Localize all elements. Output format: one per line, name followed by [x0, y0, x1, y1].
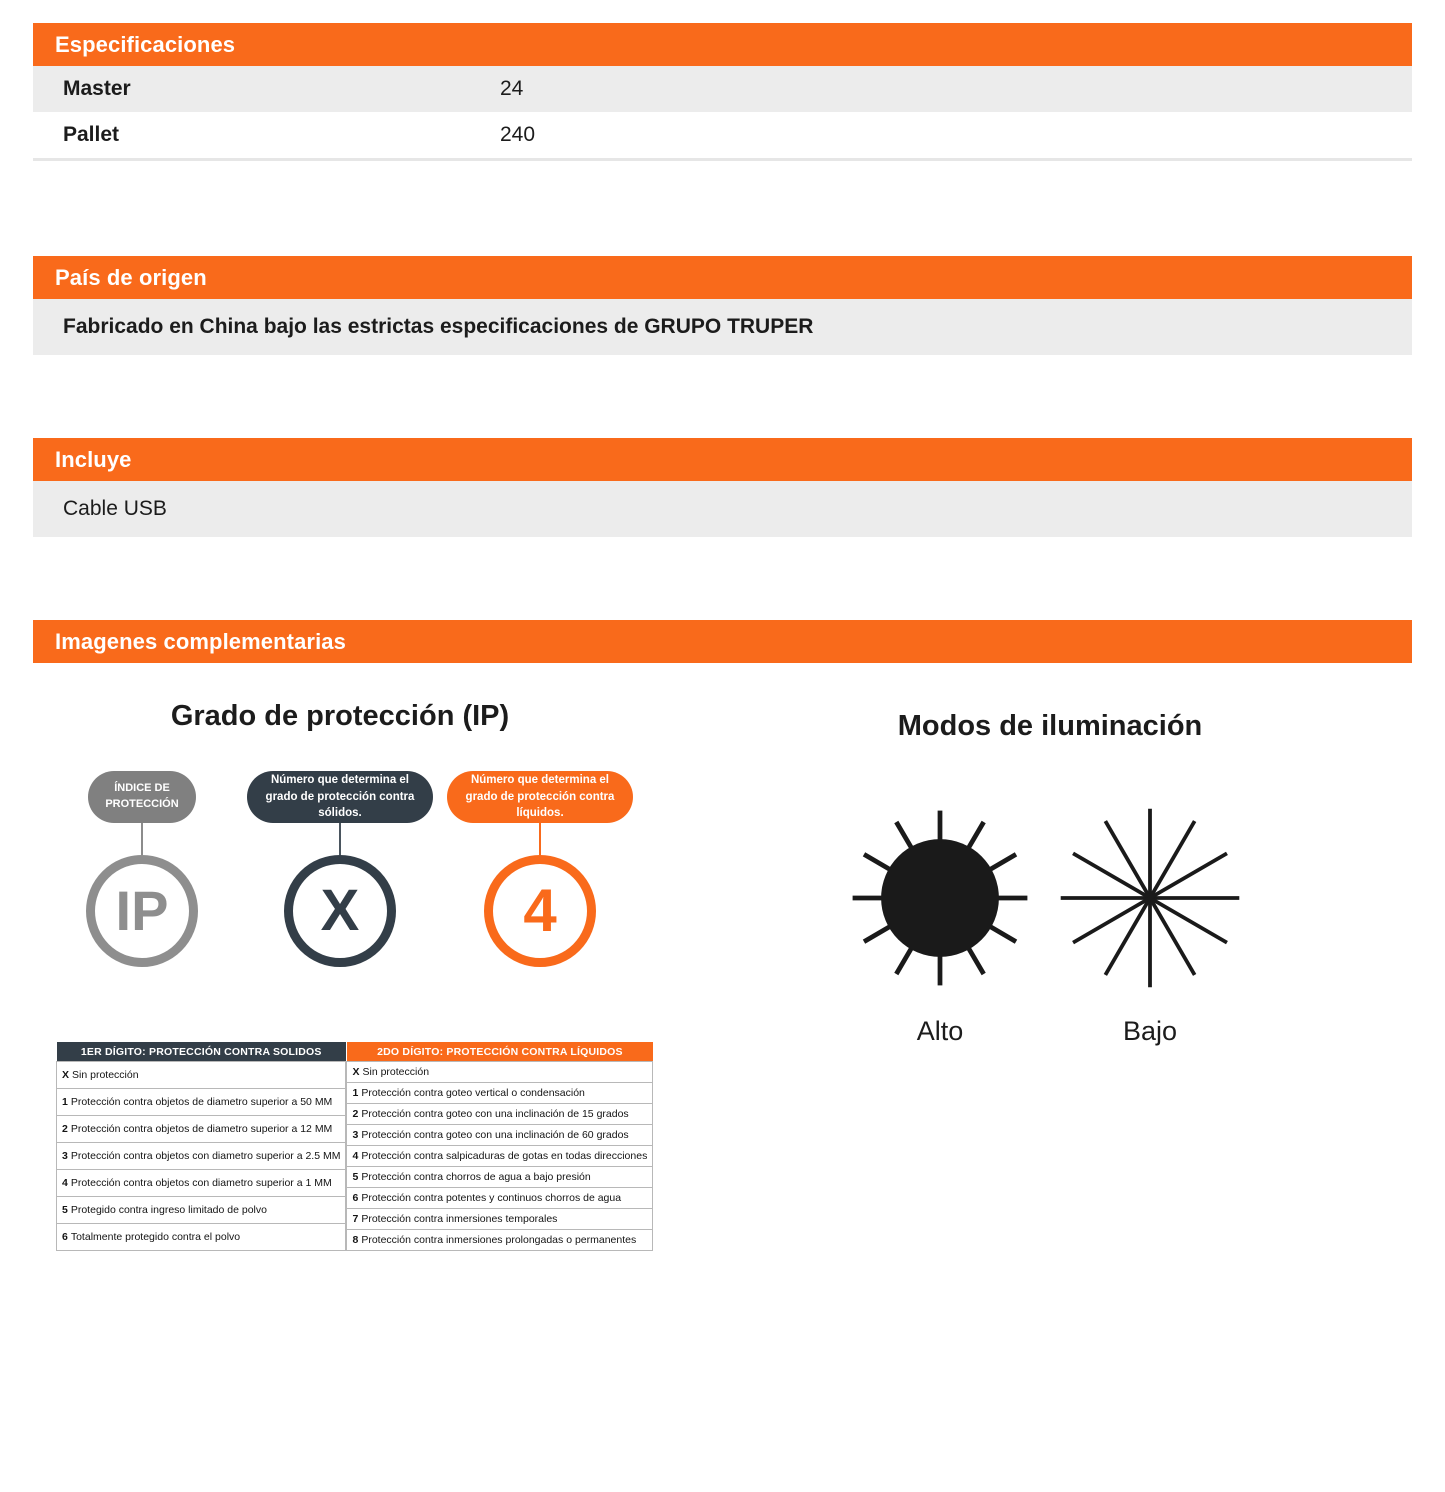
- section-title: Especificaciones: [55, 31, 236, 57]
- table-cell: [347, 1167, 653, 1188]
- ip-protection-panel: [40, 700, 660, 1041]
- ip-symbol-text: 4: [523, 877, 557, 944]
- row-desc: Protección contra objetos con diametro superior a 1 MM: [70, 1177, 332, 1189]
- origin-text-row: [33, 299, 1412, 355]
- row-code: X: [62, 1069, 70, 1081]
- ip-table-liquids: [346, 1042, 653, 1251]
- table-row: [57, 1170, 346, 1197]
- spec-key: Master: [63, 77, 131, 100]
- row-code: 8: [352, 1234, 359, 1246]
- ip-reference-tables: [56, 1042, 653, 1251]
- row-desc: Protección contra inmersiones prolongadas o permanentes: [361, 1234, 637, 1246]
- table-row: [347, 1188, 653, 1209]
- spec-value: 24: [500, 77, 524, 100]
- section-title: Incluye: [55, 446, 132, 472]
- sun-filled-icon: [845, 803, 1035, 993]
- ip-node-index: [62, 771, 222, 967]
- table-row: [347, 1146, 653, 1167]
- lighting-mode-alto: [840, 803, 1040, 1047]
- starburst-icon: [1055, 803, 1245, 993]
- ip-symbol-ring: [86, 855, 198, 967]
- ip-node-label-pill: ÍNDICE DE PROTECCIÓN: [88, 771, 196, 823]
- table-row: [57, 1116, 346, 1143]
- table-cell: [57, 1116, 346, 1143]
- row-desc: Protección contra goteo con una inclinación de 60 grados: [361, 1129, 629, 1141]
- table-row: [347, 1209, 653, 1230]
- lighting-modes-panel: [790, 710, 1310, 1103]
- ip-symbol-text: X: [320, 878, 360, 943]
- table-row: [347, 1104, 653, 1125]
- section-header-especificaciones: [33, 23, 1412, 66]
- section-header-imagenes-complementarias: [33, 620, 1412, 663]
- table-cell: [347, 1209, 653, 1230]
- table-cell: [57, 1062, 346, 1089]
- row-desc: Protección contra potentes y continuos chorros de agua: [361, 1192, 622, 1204]
- row-code: 1: [62, 1096, 68, 1108]
- row-desc: Protección contra goteo vertical o condensación: [361, 1087, 585, 1099]
- table-cell: [57, 1143, 346, 1170]
- row-desc: Sin protección: [72, 1069, 139, 1081]
- table-row: [33, 112, 1412, 158]
- table-row: [347, 1062, 653, 1083]
- table-row: [347, 1230, 653, 1251]
- section-imagenes-complementarias: [33, 620, 1412, 663]
- connector-line: [539, 823, 541, 855]
- lighting-mode-label: Alto: [916, 1016, 964, 1046]
- section-title: Imagenes complementarias: [55, 628, 346, 654]
- table-cell: [347, 1146, 653, 1167]
- lighting-mode-label: Bajo: [1122, 1016, 1178, 1046]
- table-cell: [347, 1104, 653, 1125]
- table-cell: [347, 1125, 653, 1146]
- row-code: 5: [352, 1171, 359, 1183]
- section-header-pais-de-origen: [33, 256, 1412, 299]
- row-code: 1: [352, 1087, 359, 1099]
- row-code: 3: [62, 1150, 68, 1162]
- row-desc: Totalmente protegido contra el polvo: [70, 1231, 241, 1243]
- ip-table-solids: [56, 1042, 346, 1251]
- table-row: [57, 1089, 346, 1116]
- origin-text: Fabricado en China bajo las estrictas especificaciones de GRUPO TRUPER: [63, 315, 814, 338]
- table-row: [347, 1083, 653, 1104]
- table-cell: [57, 1089, 346, 1116]
- row-desc: Protección contra chorros de agua a bajo presión: [361, 1171, 591, 1183]
- table-row: [57, 1224, 346, 1251]
- row-desc: Protección contra objetos con diametro superior a 2.5 MM: [70, 1150, 341, 1162]
- row-desc: Protección contra objetos de diametro superior a 50 MM: [70, 1096, 333, 1108]
- ip-symbol-text: IP: [115, 879, 169, 942]
- row-code: 6: [352, 1192, 359, 1204]
- ip-table-solids-body: [57, 1062, 346, 1251]
- row-code: 4: [62, 1177, 68, 1189]
- section-incluye: [33, 438, 1412, 537]
- complementary-images-area: [0, 700, 1445, 1320]
- section-title: País de origen: [55, 264, 207, 290]
- ip-node-label-pill: Número que determina el grado de protección contra líquidos.: [447, 771, 633, 823]
- table-cell: [57, 1170, 346, 1197]
- row-code: 6: [62, 1231, 68, 1243]
- table-cell: [347, 1188, 653, 1209]
- row-desc: Protección contra inmersiones temporales: [361, 1213, 558, 1225]
- connector-line: [339, 823, 341, 855]
- row-code: 2: [62, 1123, 68, 1135]
- connector-line: [141, 823, 143, 855]
- ip-node-label-pill: Número que determina el grado de protección contra sólidos.: [247, 771, 433, 823]
- ip-node-solids: [240, 771, 440, 967]
- includes-text: Cable USB: [63, 497, 167, 520]
- table-row: [347, 1125, 653, 1146]
- row-code: 7: [352, 1213, 359, 1225]
- table-cell: [347, 1062, 653, 1083]
- spec-value: 240: [500, 123, 536, 146]
- table-row: [57, 1143, 346, 1170]
- spec-key: Pallet: [63, 123, 120, 146]
- ip-table-liquids-header: 2DO DÍGITO: PROTECCIÓN CONTRA LÍQUIDOS: [347, 1042, 653, 1062]
- table-row: [57, 1062, 346, 1089]
- table-cell: [347, 1230, 653, 1251]
- row-code: 5: [62, 1204, 68, 1216]
- row-desc: Sin protección: [362, 1066, 430, 1078]
- ip-panel-title: Grado de protección (IP): [170, 700, 510, 732]
- row-code: 2: [352, 1108, 359, 1120]
- lighting-modes-graphic: [790, 803, 1310, 1103]
- row-desc: Protección contra salpicaduras de gotas en todas direcciones: [361, 1150, 648, 1162]
- row-code: X: [352, 1066, 360, 1078]
- includes-text-row: [33, 481, 1412, 537]
- section-especificaciones: [33, 23, 1412, 161]
- table-cell: [57, 1224, 346, 1251]
- ip-table-solids-header: 1ER DÍGITO: PROTECCIÓN CONTRA SOLIDOS: [57, 1042, 346, 1062]
- lighting-mode-bajo: [1050, 803, 1250, 1047]
- ip-node-liquids: [440, 771, 640, 967]
- ip-table-liquids-body: [347, 1062, 653, 1251]
- section-header-incluye: [33, 438, 1412, 481]
- row-desc: Protegido contra ingreso limitado de polvo: [70, 1204, 267, 1216]
- table-row: [33, 66, 1412, 112]
- ip-symbol-ring: [484, 855, 596, 967]
- table-row: [57, 1197, 346, 1224]
- ip-symbol-ring: [284, 855, 396, 967]
- row-desc: Protección contra goteo con una inclinación de 15 grados: [361, 1108, 629, 1120]
- table-cell: [347, 1083, 653, 1104]
- row-code: 4: [352, 1150, 359, 1162]
- table-cell: [57, 1197, 346, 1224]
- section-pais-de-origen: [33, 256, 1412, 355]
- ip-diagram-graphic: [40, 771, 660, 1041]
- row-desc: Protección contra objetos de diametro superior a 12 MM: [70, 1123, 333, 1135]
- table-bottom-divider: [33, 158, 1412, 161]
- lighting-modes-title: Modos de iluminación: [897, 710, 1203, 742]
- row-code: 3: [352, 1129, 359, 1141]
- table-row: [347, 1167, 653, 1188]
